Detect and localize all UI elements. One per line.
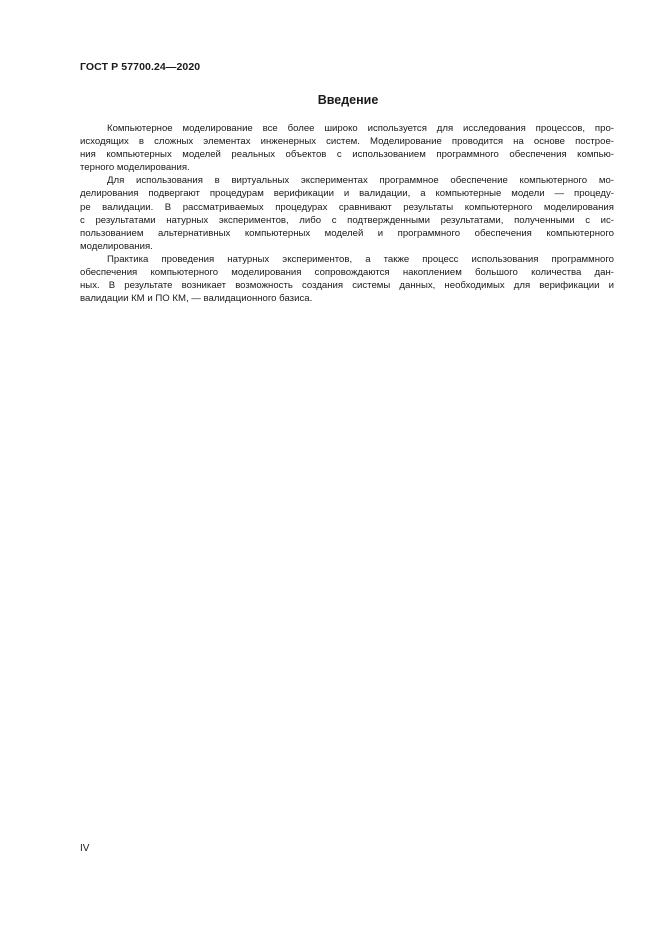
text-line: обеспечения компьютерного моделирования сопровождаются накоплением большого количества дан-: [80, 267, 614, 279]
text-line: пользованием альтернативных компьютерных моделей и программного обеспечения компьютерного: [80, 227, 614, 239]
text-line: Компьютерное моделирование все более широко используется для исследования процессов, про-: [107, 123, 614, 134]
text-line: делирования подвергают процедурам верификации и валидации, а компьютерные модели — процеду-: [80, 188, 614, 200]
text-line: Для использования в виртуальных экспериментах программное обеспечение компьютерного мо-: [107, 175, 614, 187]
text-line: моделирования.: [80, 240, 153, 252]
text-line: Практика проведения натурных экспериментов, а также процесс использования программного: [107, 253, 614, 265]
page-number: IV: [80, 843, 90, 854]
section-title: Введение: [317, 93, 379, 107]
text-line: валидации КМ и ПО КМ, — валидационного базиса.: [80, 293, 313, 305]
standard-id: ГОСТ Р 57700.24—2020: [80, 61, 201, 73]
paragraph-2: [80, 174, 614, 253]
paragraph-1: [80, 122, 614, 174]
text-line: ре валидации. В рассматриваемых процедурах сравнивают результаты компьютерного моделирования: [80, 201, 614, 213]
section-body: [80, 122, 614, 305]
text-line: ния компьютерных моделей реальных объектов с использованием программного обеспечения компью-: [80, 149, 614, 161]
text-line: ных. В результате возникает возможность создания системы данных, необходимых для верификации и: [80, 280, 614, 292]
document-header: [80, 61, 200, 73]
text-line: с результатами натурных экспериментов, либо с подтвержденными результатами, полученными с ис-: [80, 214, 614, 226]
text-line: исходящих в сложных элементах инженерных систем. Моделирование проводится на основе построе-: [80, 136, 614, 148]
paragraph-3: [80, 253, 614, 305]
text-line: терного моделирования.: [80, 162, 190, 174]
